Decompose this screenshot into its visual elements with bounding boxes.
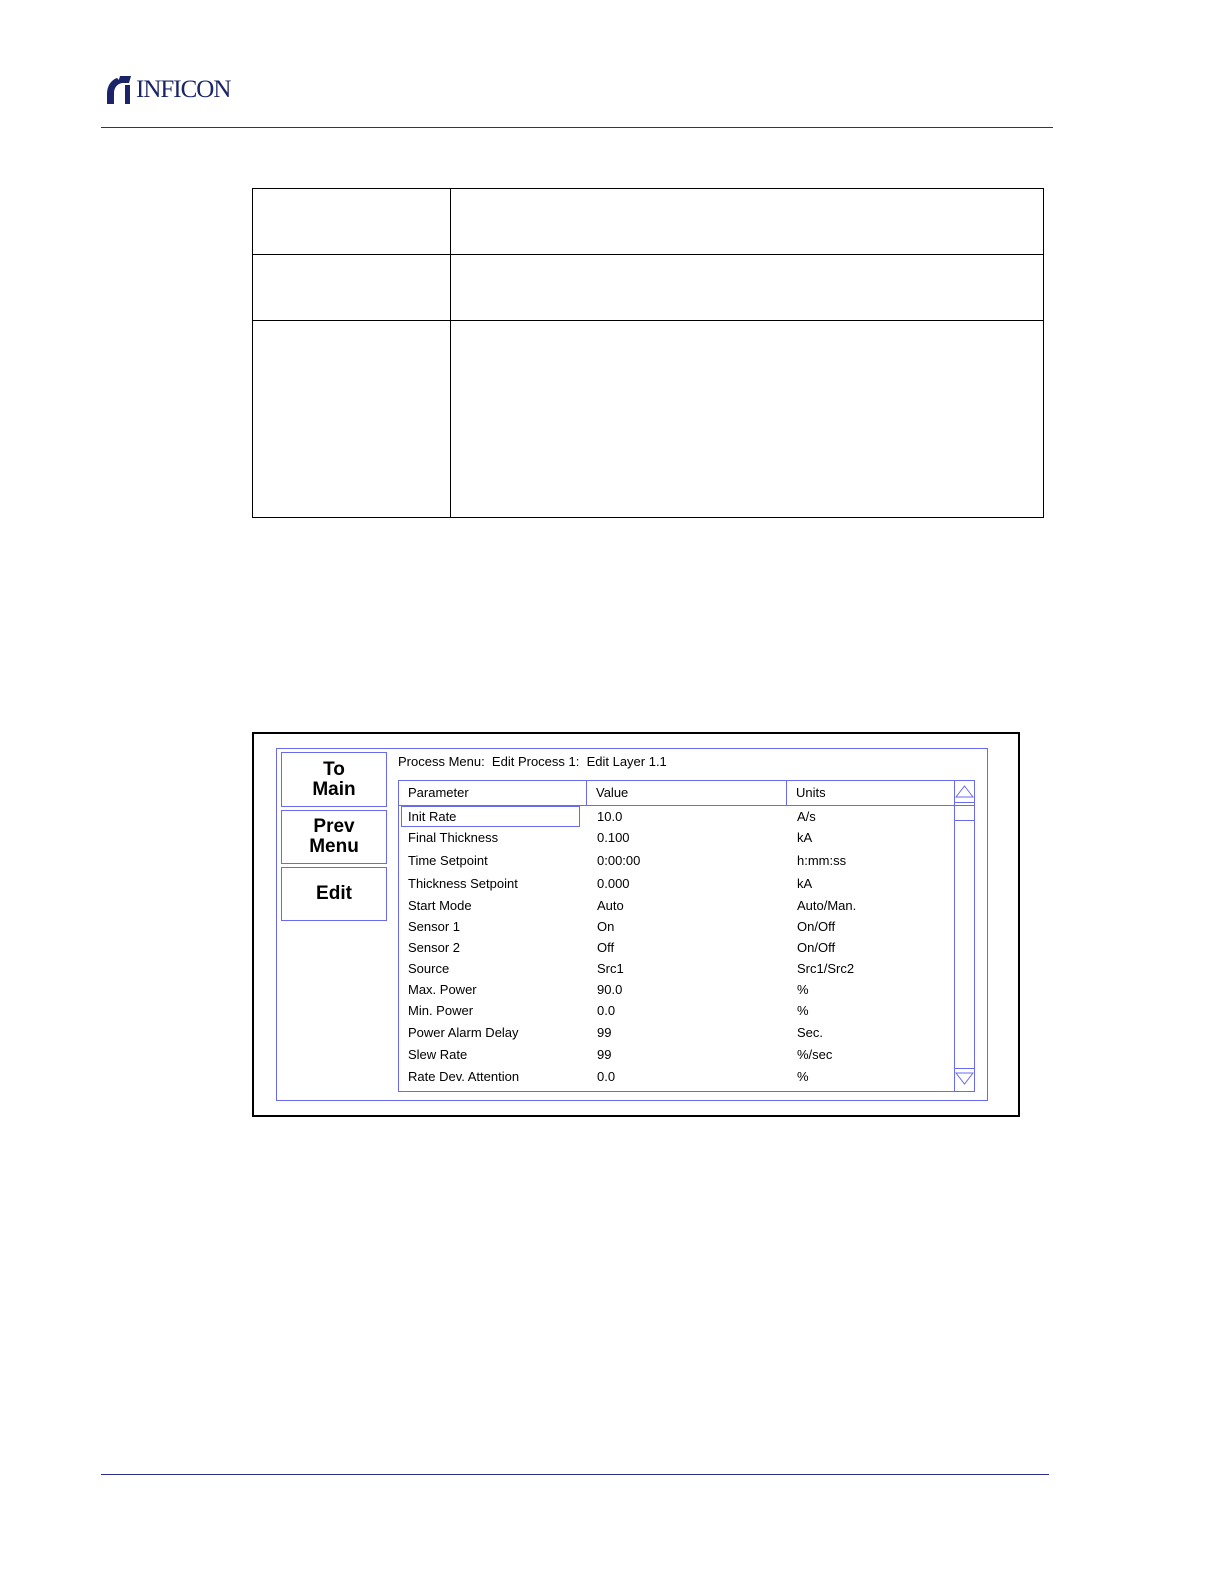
value-cell: Src1 — [597, 961, 624, 976]
table-cell — [253, 321, 451, 518]
table-row[interactable] — [399, 850, 954, 871]
breadcrumb: Process Menu: Edit Process 1: Edit Layer 1.1 — [398, 754, 667, 769]
units-cell: kA — [797, 876, 813, 891]
triangle-up-icon — [955, 781, 974, 802]
button-label-line2: Main — [312, 778, 356, 800]
units-cell: % — [797, 1003, 809, 1018]
edit-button[interactable] — [281, 867, 387, 921]
button-label: Edit — [316, 883, 352, 904]
table-row[interactable] — [399, 827, 954, 848]
parameter-cell: Max. Power — [408, 982, 477, 997]
grid-header — [399, 781, 954, 806]
parameter-cell: Slew Rate — [408, 1047, 468, 1062]
prev-menu-button[interactable] — [281, 810, 387, 864]
column-header-value: Value — [587, 781, 787, 805]
value-cell: 0.0 — [597, 1069, 616, 1084]
value-cell: 99 — [597, 1047, 612, 1062]
scroll-down-button[interactable] — [955, 1068, 974, 1090]
units-cell: Src1/Src2 — [797, 961, 855, 976]
table-row[interactable] — [399, 1000, 954, 1021]
value-cell: 0:00:00 — [597, 853, 641, 868]
scroll-up-button[interactable] — [955, 781, 974, 803]
units-cell: Sec. — [797, 1025, 824, 1040]
table-row[interactable] — [399, 1066, 954, 1087]
units-cell: h:mm:ss — [797, 853, 847, 868]
to-main-button[interactable] — [281, 752, 387, 807]
table-cell — [253, 255, 451, 321]
value-cell: Auto — [597, 898, 624, 913]
parameter-cell: Sensor 2 — [408, 940, 461, 955]
parameter-cell: Thickness Setpoint — [408, 876, 518, 891]
units-cell: On/Off — [797, 940, 836, 955]
triangle-down-icon — [955, 1069, 974, 1090]
table-row[interactable] — [399, 979, 954, 1000]
parameter-cell: Rate Dev. Attention — [408, 1069, 520, 1084]
button-label-line1: Prev — [313, 816, 355, 837]
units-cell: Auto/Man. — [797, 898, 857, 913]
button-label-line1: To — [323, 758, 345, 780]
units-cell: On/Off — [797, 919, 836, 934]
table-row[interactable] — [399, 937, 954, 958]
table-row — [253, 189, 1044, 255]
units-cell: kA — [797, 830, 813, 845]
parameter-cell: Final Thickness — [408, 830, 499, 845]
value-cell: 0.000 — [597, 876, 630, 891]
value-cell: 99 — [597, 1025, 612, 1040]
value-cell: On — [597, 919, 615, 934]
table-cell — [451, 255, 1044, 321]
parameter-cell: Sensor 1 — [408, 919, 461, 934]
table-row[interactable] — [399, 1022, 954, 1043]
parameter-cell: Power Alarm Delay — [408, 1025, 519, 1040]
value-cell: 90.0 — [597, 982, 623, 997]
table-cell — [253, 189, 451, 255]
logo-text: INFICON — [136, 76, 231, 103]
parameter-cell: Time Setpoint — [408, 853, 488, 868]
table-row[interactable] — [399, 806, 954, 827]
column-header-units: Units — [796, 785, 826, 800]
parameter-cell: Source — [408, 961, 450, 976]
units-cell: %/sec — [797, 1047, 833, 1062]
table-row[interactable] — [399, 1044, 954, 1065]
header-rule — [101, 127, 1053, 128]
column-header-parameter: Parameter — [399, 781, 587, 805]
table-row — [253, 321, 1044, 518]
table-row[interactable] — [399, 873, 954, 894]
parameter-cell: Start Mode — [408, 898, 472, 913]
inficon-logo — [104, 74, 230, 106]
table-cell — [451, 321, 1044, 518]
value-cell: Off — [597, 940, 615, 955]
value-cell: 0.100 — [597, 830, 630, 845]
table-row[interactable] — [399, 916, 954, 937]
units-cell: A/s — [797, 809, 816, 824]
scroll-thumb[interactable] — [955, 805, 974, 821]
grid-rows — [399, 806, 954, 1091]
button-label-line2: Menu — [309, 836, 359, 857]
table-row — [253, 255, 1044, 321]
table-cell — [451, 189, 1044, 255]
inficon-logo-icon — [104, 74, 134, 106]
units-cell: % — [797, 1069, 809, 1084]
value-cell: 0.0 — [597, 1003, 616, 1018]
units-cell: % — [797, 982, 809, 997]
parameter-grid — [398, 780, 975, 1092]
table-row[interactable] — [399, 895, 954, 916]
parameter-cell: Min. Power — [408, 1003, 474, 1018]
footer-rule — [101, 1474, 1049, 1475]
parameter-cell: Init Rate — [408, 809, 457, 824]
description-table — [252, 188, 1044, 518]
value-cell: 10.0 — [597, 809, 623, 824]
scrollbar[interactable] — [954, 781, 974, 1091]
table-row[interactable] — [399, 958, 954, 979]
